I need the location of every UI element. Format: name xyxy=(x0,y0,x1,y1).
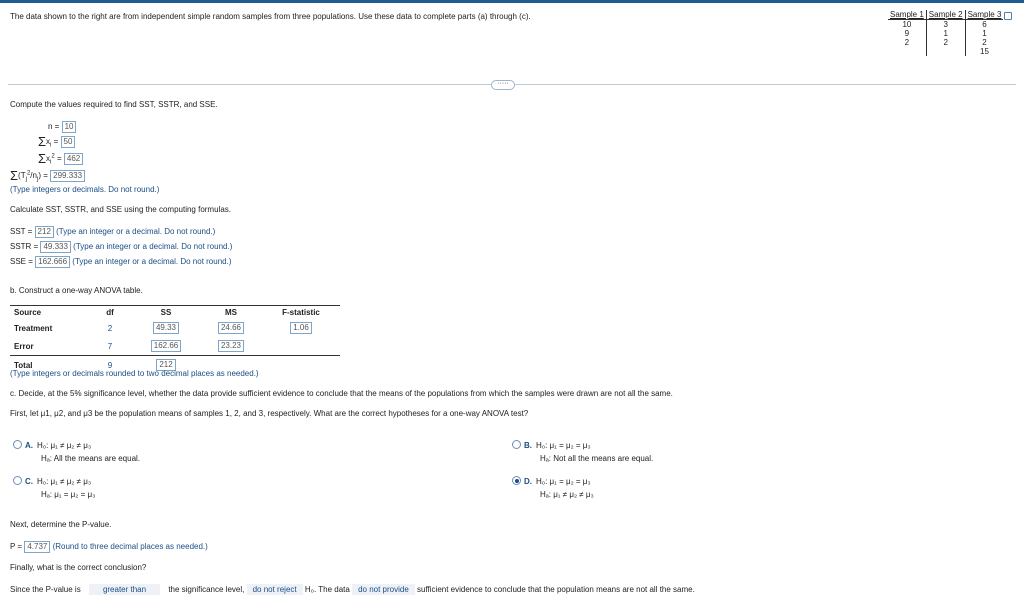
total-df: 9 xyxy=(88,356,132,375)
sum-t-row: $\Sigma(T_j^2/n_j) = 299.333$ xyxy=(10,170,85,183)
sse-hint: (Type an integer or a decimal. Do not round.) xyxy=(72,257,232,266)
treatment-ss-input[interactable]: 49.33 xyxy=(153,322,179,334)
option-c-label: C. xyxy=(25,477,33,486)
conclusion-text-3: H₀. The data xyxy=(304,585,350,594)
sse-input[interactable]: 162.666 xyxy=(35,256,70,268)
sample-1-header: Sample 1 xyxy=(888,10,926,20)
sum-x2-label: = xyxy=(56,154,62,163)
error-source: Error xyxy=(14,341,34,351)
option-a-label: A. xyxy=(25,441,33,450)
sse-row xyxy=(10,256,232,268)
sstr-label: SSTR = xyxy=(10,242,39,251)
sum-t-label: = xyxy=(43,171,48,180)
option-d-radio-selected[interactable] xyxy=(512,476,521,485)
sample-2-header: Sample 2 xyxy=(926,10,965,20)
part-b-hint: (Type integers or decimals rounded to two decimal places as needed.) xyxy=(10,369,259,378)
treatment-source: Treatment xyxy=(14,323,53,333)
sum-x-label: = xyxy=(53,137,59,146)
cell: 3 xyxy=(926,20,965,30)
conclusion-text-2: the significance level, xyxy=(168,585,245,594)
option-a-h0: H₀: μ₁ ≠ μ₂ ≠ μ₃ xyxy=(37,441,92,450)
cell: 1 xyxy=(926,29,965,38)
anova-header-ss: SS xyxy=(132,306,200,320)
cell xyxy=(926,47,965,56)
sum-x2-row: $\Sigma x_i^2 = 462$ xyxy=(38,153,83,166)
part-a-prompt: Compute the values required to find SST, SSTR, and SSE. xyxy=(10,100,218,109)
part-b-prompt: b. Construct a one-way ANOVA table. xyxy=(10,286,143,295)
total-source: Total xyxy=(10,356,88,375)
finally-prompt: Finally, what is the correct conclusion? xyxy=(10,563,147,572)
option-b-h0: H₀: μ₁ = μ₂ = μ₃ xyxy=(536,441,591,450)
option-d-h0: H₀: μ₁ = μ₂ = μ₃ xyxy=(536,477,591,486)
conclusion-text-4: sufficient evidence to conclude that the population means are not all the same. xyxy=(417,585,695,594)
n-row xyxy=(48,121,76,133)
part-a-hint: (Type integers or decimals. Do not round.) xyxy=(10,185,160,194)
cell: 9 xyxy=(904,29,910,38)
treatment-ms-input[interactable]: 24.66 xyxy=(218,322,244,334)
anova-header-df: df xyxy=(88,306,132,320)
n-input[interactable]: 10 xyxy=(62,121,77,133)
sse-label: SSE = xyxy=(10,257,33,266)
sum-x2-input[interactable]: 462 xyxy=(64,153,83,165)
cell: 10 xyxy=(902,20,912,29)
option-b-radio[interactable] xyxy=(512,440,521,449)
p-value-input[interactable]: 4.737 xyxy=(24,541,50,553)
option-d-label: D. xyxy=(524,477,532,486)
treatment-df: 2 xyxy=(107,323,113,333)
hypotheses-question: First, let μ1, μ2, and μ3 be the population means of samples 1, 2, and 3, respectively. What are the correct hypotheses for a one-way ANOVA test? xyxy=(10,409,529,418)
option-c[interactable] xyxy=(13,476,95,499)
n-label: n = xyxy=(48,122,60,131)
option-a-radio[interactable] xyxy=(13,440,22,449)
treatment-f-input[interactable]: 1.06 xyxy=(290,322,312,334)
option-b-label: B. xyxy=(524,441,532,450)
expand-button[interactable]: ····· xyxy=(491,80,515,90)
anova-header-f: F-statistic xyxy=(262,306,340,320)
calc-prompt: Calculate SST, SSTR, and SSE using the computing formulas. xyxy=(10,205,231,214)
sum-t-input[interactable]: 299.333 xyxy=(50,170,85,182)
decision-select[interactable]: do not reject xyxy=(247,584,303,595)
cell xyxy=(888,47,926,56)
option-c-h0: H₀: μ₁ ≠ μ₂ ≠ μ₃ xyxy=(37,477,92,486)
top-accent-bar xyxy=(0,0,1024,3)
cell: 6 xyxy=(965,20,1003,30)
sample-data-table xyxy=(888,10,1003,56)
sst-label: SST = xyxy=(10,227,33,236)
option-d-ha: Hₐ: μ₁ ≠ μ₂ ≠ μ₃ xyxy=(540,490,594,499)
option-b-ha: Hₐ: Not all the means are equal. xyxy=(540,454,654,463)
option-d[interactable] xyxy=(512,476,594,499)
sstr-input[interactable]: 49.333 xyxy=(40,241,70,253)
sum-x-input[interactable]: 50 xyxy=(61,136,76,148)
sstr-hint: (Type an integer or a decimal. Do not round.) xyxy=(73,242,233,251)
evidence-select[interactable]: do not provide xyxy=(352,584,415,595)
total-ss-input[interactable]: 212 xyxy=(156,359,175,371)
sst-input[interactable]: 212 xyxy=(35,226,54,238)
anova-table xyxy=(10,305,340,374)
anova-header-source: Source xyxy=(10,306,88,320)
intro-text: The data shown to the right are from independent simple random samples from three populations. Use these data to complete parts (a) through (c). xyxy=(10,12,531,21)
cell: 15 xyxy=(965,47,1003,56)
sst-row xyxy=(10,226,215,238)
sample-3-header: Sample 3 xyxy=(965,10,1003,20)
p-value-row xyxy=(10,541,208,553)
option-c-radio[interactable] xyxy=(13,476,22,485)
option-a-ha: Hₐ: All the means are equal. xyxy=(41,454,141,463)
option-c-ha: Hₐ: μ₁ = μ₂ = μ₃ xyxy=(41,490,96,499)
error-ss-input[interactable]: 162.66 xyxy=(151,340,181,352)
part-c-prompt: c. Decide, at the 5% significance level, whether the data provide sufficient evidence to conclude that the means of the populations from which the samples were drawn are not all the same. xyxy=(10,389,673,398)
option-a[interactable] xyxy=(13,440,140,463)
sst-hint: (Type an integer or a decimal. Do not round.) xyxy=(56,227,216,236)
sstr-row xyxy=(10,241,232,253)
comparison-select[interactable]: greater than xyxy=(89,584,160,595)
error-ms-input[interactable]: 23.23 xyxy=(218,340,244,352)
p-label: P = xyxy=(10,542,23,551)
p-hint: (Round to three decimal places as needed.) xyxy=(52,542,208,551)
error-df: 7 xyxy=(107,341,113,351)
cell: 1 xyxy=(965,29,1003,38)
cell: 2 xyxy=(926,38,965,47)
anova-header-ms: MS xyxy=(200,306,262,320)
conclusion-text-1: Since the P-value is xyxy=(10,585,81,594)
sum-x-row: $\Sigma x_i = 50$ xyxy=(38,136,75,149)
option-b[interactable] xyxy=(512,440,653,463)
cell: 2 xyxy=(904,38,910,47)
copy-data-icon[interactable] xyxy=(1004,12,1012,20)
next-prompt: Next, determine the P-value. xyxy=(10,520,112,529)
conclusion-row xyxy=(10,584,695,595)
cell: 2 xyxy=(965,38,1003,47)
